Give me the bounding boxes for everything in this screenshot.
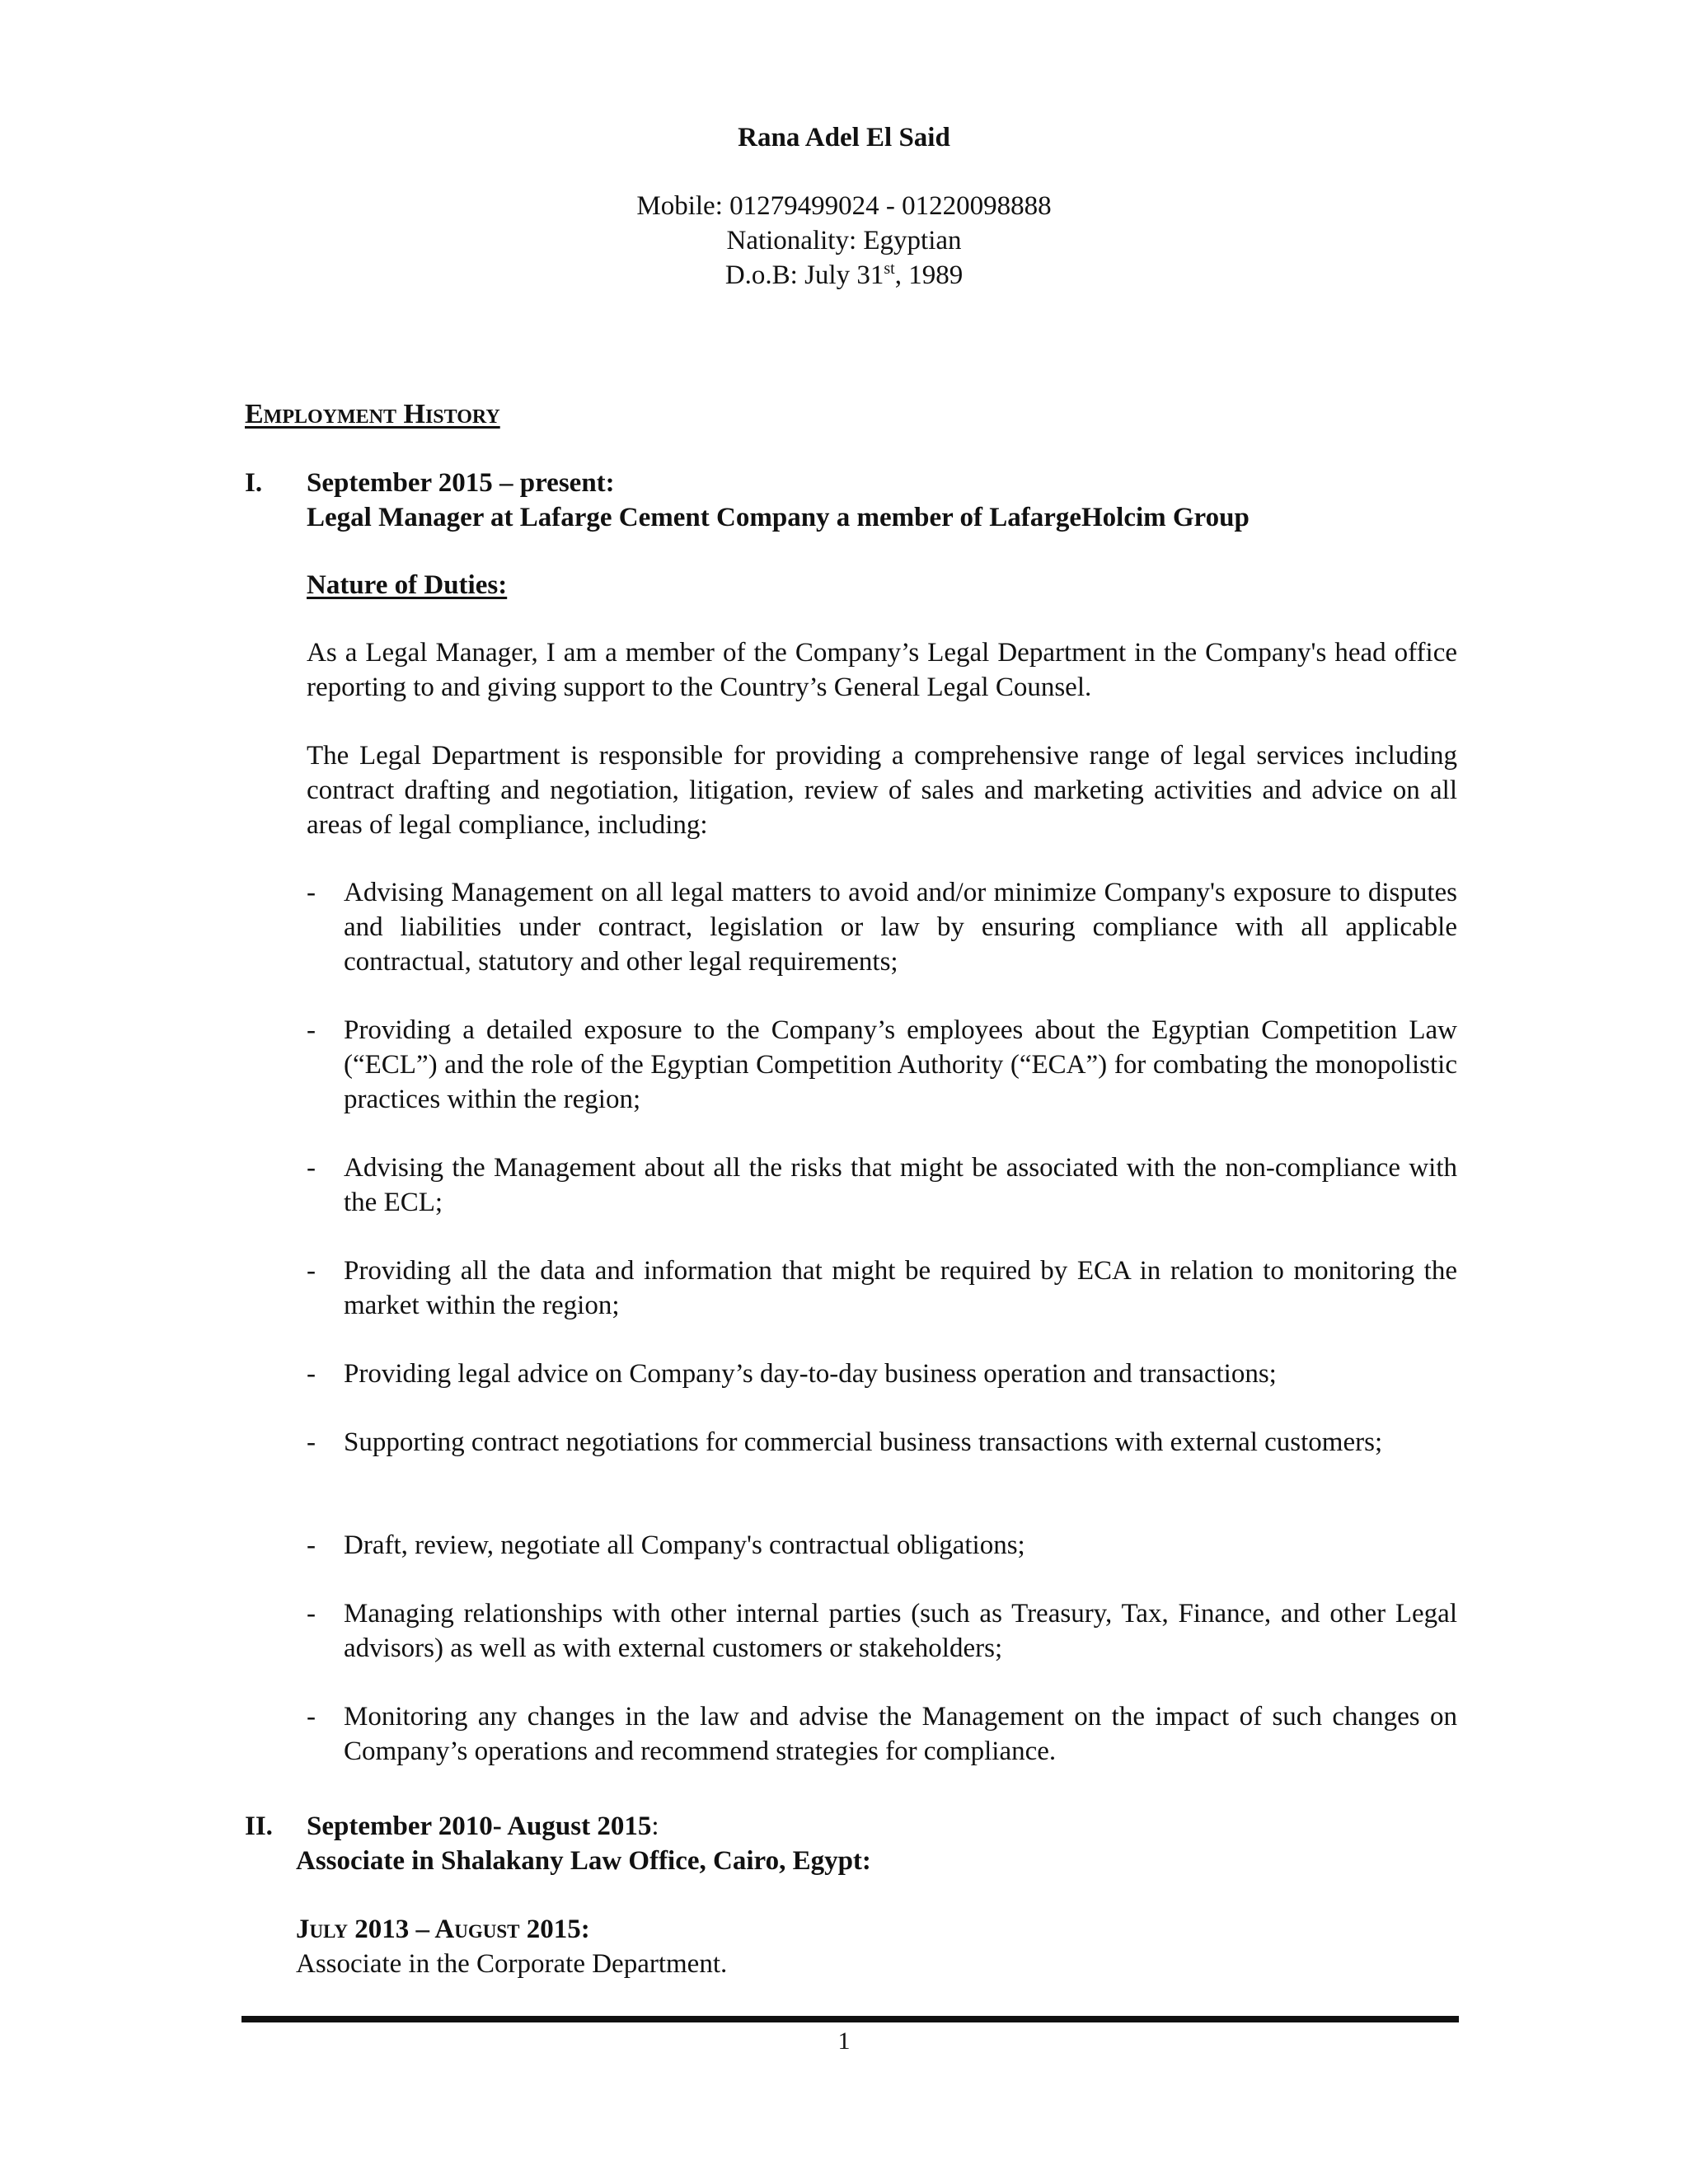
- job2-numeral: II.: [245, 1811, 273, 1841]
- bullet-text: Providing a detailed exposure to the Company’s employees about the Egyptian Competition Law (“ECL”) and the role of the Egyptian Competition Authority (“ECA”) for combating the monopolistic practices within the region;: [344, 1015, 1457, 1114]
- bullet-text: Monitoring any changes in the law and advise the Management on the impact of such changes on Company’s operations and recommend strategies for compliance.: [344, 1702, 1457, 1766]
- dob-superscript: st: [884, 260, 895, 278]
- dob-year: , 1989: [894, 260, 964, 290]
- section-title: Employment History: [245, 399, 500, 429]
- job2-sub-period: July 2013 – August 2015:: [296, 1915, 590, 1944]
- bullet-dash: -: [307, 1153, 316, 1183]
- job2-period: September 2010- August 2015: [307, 1811, 652, 1841]
- mobile-line: Mobile: 01279499024 - 01220098888: [636, 191, 1052, 221]
- nationality-line: Nationality: Egyptian: [726, 226, 962, 255]
- bullet-text: Providing all the data and information that might be required by ECA in relation to monitoring the market within the region;: [344, 1256, 1457, 1320]
- bullet-text: Managing relationships with other internal parties (such as Treasury, Tax, Finance, and other Legal advisors) as well as with external customers or stakeholders;: [344, 1599, 1457, 1663]
- job2-period-colon: :: [651, 1811, 659, 1841]
- job1-title: Legal Manager at Lafarge Cement Company a member of LafargeHolcim Group: [307, 503, 1250, 532]
- bullet-text: Providing legal advice on Company’s day-to-day business operation and transactions;: [344, 1359, 1277, 1389]
- bullet-dash: -: [307, 1015, 316, 1045]
- bullet-dash: -: [307, 1359, 316, 1389]
- job2-title: Associate in Shalakany Law Office, Cairo, Egypt:: [296, 1846, 871, 1876]
- job1-period: September 2015 – present:: [307, 468, 615, 498]
- footer-rule: [241, 2016, 1459, 2022]
- bullet-dash: -: [307, 1530, 316, 1560]
- dob-text: D.o.B: July 31: [724, 260, 884, 290]
- page-number: 1: [837, 2027, 851, 2055]
- bullet-dash: -: [307, 1256, 316, 1286]
- bullet-text: Supporting contract negotiations for commercial business transactions with external customers;: [344, 1427, 1383, 1457]
- bullet-text: Advising Management on all legal matters to avoid and/or minimize Company's exposure to disputes and liabilities under contract, legislation or law by ensuring compliance with all applicable contractual, statutory and other legal requirements;: [344, 878, 1457, 977]
- dob-line: [0, 258, 1688, 293]
- bullet-dash: -: [307, 1599, 316, 1629]
- bullet-text: Draft, review, negotiate all Company's contractual obligations;: [344, 1530, 1025, 1560]
- job1-numeral: I.: [245, 468, 263, 498]
- job2-sub-role: Associate in the Corporate Department.: [296, 1949, 728, 1979]
- bullet-dash: -: [307, 1702, 316, 1732]
- candidate-name: Rana Adel El Said: [738, 123, 950, 152]
- duties-heading: Nature of Duties:: [307, 570, 508, 600]
- duties-paragraph-2: The Legal Department is responsible for providing a comprehensive range of legal services including contract drafting and negotiation, litigation, review of sales and marketing activities and advice on all areas of legal compliance, including:: [307, 741, 1457, 840]
- job2-period-line: [307, 1809, 659, 1844]
- bullet-dash: -: [307, 878, 316, 907]
- bullet-text: Advising the Management about all the risks that might be associated with the non-compliance with the ECL;: [344, 1153, 1457, 1217]
- bullet-dash: -: [307, 1427, 316, 1457]
- duties-paragraph-1: As a Legal Manager, I am a member of the Company’s Legal Department in the Company's head office reporting to and giving support to the Country’s General Legal Counsel.: [307, 638, 1457, 702]
